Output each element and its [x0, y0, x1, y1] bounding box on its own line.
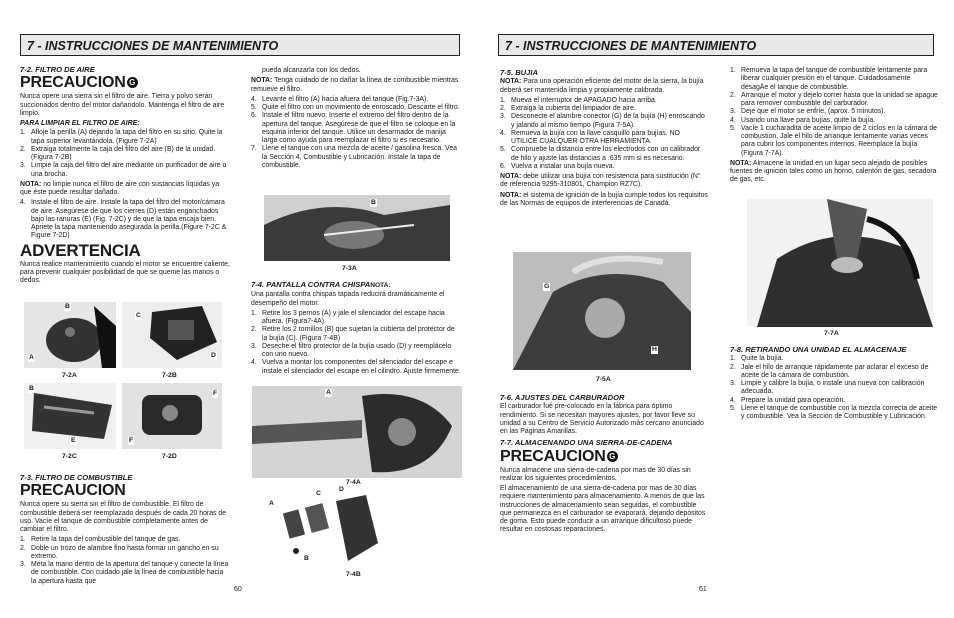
fuel-tank-filter-illustration	[264, 195, 450, 261]
caution-g-icon: G	[607, 451, 618, 462]
figure-7-4b	[266, 491, 386, 567]
right-column-2	[730, 67, 938, 187]
list-item: 6. Instale el filtro nuevo. Inserte el extremo del filtro dentro de la apertura del tanque. Asegúrese de que el filtro se coloque en la esquina inferior del tanque. Utilice un desarmador de manija larga como ayuda para reemplazar el filtro si es necesario.	[251, 112, 456, 144]
left-column-1-lower	[20, 471, 230, 588]
fig-label-d: D	[211, 352, 216, 359]
caption-7-3a: 7-3A	[342, 265, 357, 272]
remove-from-storage-steps	[730, 355, 938, 421]
list-item: 3. Deje que el motor se enfríe, (aprox. 5 minutos).	[730, 108, 886, 116]
figure-7-3a	[264, 195, 450, 261]
spark-plug-note: NOTA: Para una operación eficiente del motor de la sierra, la bujía deberá ser mantenida limpia y propiamente calibrada.	[500, 78, 704, 94]
filter-cover-installed-illustration	[122, 383, 222, 449]
list-item: 2. Doble un trozo de alambre fino hasta formar un gancho en su extremo.	[20, 544, 219, 560]
fig-label-d-7-4b: D	[339, 486, 344, 493]
left-column-2-lower	[251, 278, 461, 378]
fig-label-e: E	[71, 437, 76, 444]
clean-air-filter-subtitle: PARA LIMPIAR EL FILTRO DE AIRE:	[20, 120, 140, 127]
right-column-2-lower	[730, 343, 938, 423]
list-item: 2. Arranque el motor y dejelo correr hasta que la unidad se apague para remover combustible del carburador.	[730, 91, 938, 107]
left-section-header: 7 - INSTRUCCIONES DE MANTENIMIENTO	[20, 34, 460, 56]
oil-into-cylinder-illustration	[747, 199, 933, 327]
page-number-61: 61	[699, 586, 707, 593]
list-item: 2. Retire los 2 tornillos (B) que sujetan la cubierta del protector de la bujía (C). (Figura 7-4B)	[251, 326, 455, 342]
list-item: 4. Instale el filtro de aire. Instale la tapa del filtro del motor/cámara de aire. Asegúrese de que los cierres (D) están enganchados bajo las ranuras (E) (Fig. 7-2C) y de que la tapa encaja bien. Apriete la tapa manteniendo asegurada la perilla.(Figure 7-2C & Figure 7-2D)	[20, 199, 227, 240]
list-item: 1. Retire la tapa del combustible del tanque de gas.	[20, 536, 181, 544]
right-column-1	[500, 66, 708, 210]
figure-7-7a	[747, 199, 933, 327]
list-item: 3. Meta la mano dentro de la apertura del tanque y conecte la línea de combustible. Con cuidado jale la línea de combustible hacia la apertura hasta que	[20, 561, 229, 585]
section-7-2-title: 7-2. FILTRO DE AIRE	[20, 65, 95, 74]
list-item: 5. Vacíe 1 cucharadita de aceite limpio de 2 ciclos en la cámara de combustion. Jale el hilo de arranque lentamente varias veces para cubrir los componentes internos. Reemplace la bujía (Figura 7-7A).	[730, 124, 937, 157]
fig-label-h: H	[652, 346, 657, 353]
figure-7-2a	[24, 302, 116, 368]
advertencia-heading: ADVERTENCIA	[20, 240, 141, 260]
muffler-removal-illustration	[252, 386, 462, 478]
air-filter-cover-illustration	[24, 302, 116, 368]
caption-7-4b: 7-4B	[346, 571, 361, 578]
list-item: 4. Prepare la unidad para operación.	[730, 396, 846, 404]
carburetor-text: El carburador fué pre-colocado en la fábrica para óptimo rendimiento. Si se necesitan mayores ajustes, por favor lleve su unidad a su Centro de Servicio Autorizado más cercano anunciado en las Páginas Amarillas.	[500, 403, 704, 435]
section-7-3-title: 7-3. FILTRO DE COMBUSTIBLE	[20, 473, 133, 482]
list-item: 4. Vuelva a montar los componentes del silenciador del escape e instale el silenciador del escape en el cilindro. Ajuste firmemente.	[251, 359, 461, 375]
list-item: 1. Mueva el interruptor de APAGADO hacia arriba.	[500, 96, 657, 104]
air-filter-intro: Nunca opere una sierra sin el filtro de aire. Tierra y polvo serán succionados dentro del motor dañandolo. Mantenga el filtro de aire limpio.	[20, 93, 225, 117]
section-7-6-title: 7-6. AJUSTES DEL CARBURADOR	[500, 393, 625, 402]
right-page	[477, 0, 954, 618]
precaucion-heading: PRECAUCION G	[20, 75, 230, 91]
section-7-5-title: 7-5. BUJIA	[500, 68, 538, 77]
fig-label-b2: B	[29, 385, 34, 392]
caption-7-4a: 7-4A	[346, 479, 361, 486]
storage-warning-1: Nunca almacene una sierra-de-cadena por mas de 30 días sin realizar los siguientes procedimientos.	[500, 466, 691, 482]
caption-7-2b: 7-2B	[162, 372, 177, 379]
list-item: 1. Retire los 3 pernos (A) y jale el silenciador del escape hacia afuera. (Figura7-4A).	[251, 309, 445, 325]
list-item: 4. Levante el filtro (A) hacia afuera del tanque (Fig.7-3A).	[251, 95, 429, 103]
fig-label-b-7-4b: B	[304, 555, 309, 562]
storage-note: NOTA: Almacene la unidad en un lugar seco alejado de posibles fuentes de ignición tales como un horno, calentón de gas, secadora de gas, etc.	[730, 159, 937, 184]
list-item: 3. Limpie y calibre la bujía, o instale una nueva con calibración adecuada.	[730, 380, 925, 396]
list-item: 3. Limpie la caja del filtro del aire mediante un purificador de aire o una brocha.	[20, 162, 227, 178]
right-section-header: 7 - INSTRUCCIONES DE MANTENIMIENTO	[498, 34, 934, 56]
caption-7-7a: 7-7A	[824, 330, 839, 337]
list-item: 5. Quite el filtro con un movimiento de enroscado. Descarte el filtro.	[251, 104, 460, 111]
list-item: 2. Jale el hilo de arranque rápidamente par aclarar el exceso de aceite de la cámara de combustión.	[730, 363, 929, 379]
section-7-7-title: 7-7. ALMACENANDO UNA SIERRA-DE-CADENA	[500, 438, 673, 448]
list-item: 2. Extraiga la cubierta del limpiador de aire.	[500, 105, 636, 112]
air-filter-steps	[20, 129, 230, 179]
caption-7-2c: 7-2C	[62, 453, 77, 460]
page-number-60: 60	[234, 586, 242, 593]
left-column-1	[20, 63, 230, 287]
fig-label-a-7-4a: A	[326, 389, 331, 396]
fuel-filter-continued: pueda alcanzarla con los dedos.	[262, 67, 361, 74]
air-filter-step-4	[20, 199, 230, 240]
fig-label-f2: F	[129, 437, 134, 444]
fuel-filter-steps	[20, 536, 230, 586]
list-item: 3. Deseche el filtro protector de la bujía usado (D) y reemplácelo con uno nuevo.	[251, 342, 452, 358]
list-item: 5. Compruebe la distancia entre los electrodos con un calibrador de hilo y ajuste las distancias a .635 mm si es necesario.	[500, 146, 701, 162]
list-item: 5. Llene el tanque de combustible con la mezcla correcta de aceite y combustible. Vea la Sección de Combustible y Lubricación.	[730, 404, 938, 420]
storage-steps	[730, 67, 938, 158]
fig-label-a2-7-4b: A	[269, 500, 274, 507]
spark-arrestor-exploded-illustration	[266, 491, 386, 567]
left-column-2	[251, 67, 461, 172]
note-ignition-system: NOTA: el sistema de ignición de la bujía cumple todos los requisitos de las Normas de equipos de interferencias de Canadá.	[500, 191, 708, 207]
spark-screen-intro: Una pantalla contra chispas tapada reducirá dramáticamente el desempeño del motor.	[251, 291, 445, 307]
precaucion-heading-storage: PRECAUCION G	[500, 449, 708, 465]
spark-plug-steps	[500, 97, 708, 171]
list-item: 4. Usando una llave para bujías, quite la bujía.	[730, 116, 876, 124]
figure-7-2d	[122, 383, 222, 449]
list-item: 1. Quite la bujía.	[730, 355, 784, 363]
figure-7-5a	[513, 252, 691, 370]
list-item: 1. Remueva la tapa del tanque de combustible lentamente para liberar cualquier presión en el tanque. Cuidadosamente desagÄe el tanque de combustible.	[730, 67, 928, 91]
fig-label-g: G	[544, 283, 550, 290]
caution-g-icon: G	[127, 77, 138, 88]
fuel-filter-steps-continued	[251, 96, 461, 170]
fig-label-f: F	[213, 390, 218, 397]
fig-label-a: A	[29, 354, 34, 361]
fig-label-c-7-4b: C	[316, 490, 321, 497]
section-7-8-title: 7-8. RETIRANDO UNA UNIDAD EL ALMACENAJE	[730, 345, 907, 354]
caption-7-2d: 7-2D	[162, 453, 177, 460]
figure-7-4a	[252, 386, 462, 478]
caption-7-2a: 7-2A	[62, 372, 77, 379]
caption-7-5a: 7-5A	[596, 376, 611, 383]
note-resistor-plug: NOTA: debe utilizar una bujía con resistencia para sustitución (N° de referencia 9295-310801, Champion RZ7C).	[500, 173, 701, 189]
note-fuel-line: NOTA: Tenga cuidado de no dañar la línea de combustible mientras remueve el filtro.	[251, 77, 459, 93]
list-item: 2. Extraiga totalmente la caja del filtro del aire (B) de la unidad. (Figura 7-2B)	[20, 145, 216, 161]
list-item: 1. Afloje la perilla (A) dejando la tapa del filtro en su sitio. Quite la tapa superior levantándola. (Figure 7-2A)	[20, 129, 223, 145]
fig-label-b: B	[65, 303, 70, 310]
section-7-4-title: 7-4. PANTALLA CONTRA CHISPANOTA:	[251, 280, 391, 289]
list-item: 6. Vuelva a instalar una bujía nueva.	[500, 162, 615, 170]
fig-label-b-7-3a: B	[371, 199, 376, 206]
list-item: 7. Llene el tanque con una mezcla de aceite / gasolina fresca. Vea la Sección 4, Combustible y Lubricación. Instale la tapa de combustible.	[251, 145, 457, 169]
list-item: 4. Remueva la bujía con la llave casquillo para bujías. NO UTILICE CUALQUER OTRA HERRAMIENTA.	[500, 129, 680, 145]
storage-warning-2: El almacenamiento de una sierra-de-cadena por mas de 30 días requiere mantenimiento para almacenamiento. A menos de que las instrucciones de almacenamiento sean seguidas, el combustible que permanezca en el carburador se evaporará, dejando depósitos de goma. Esto puede conducir a un arranque dificultoso puede resultar en costosas reparaciones.	[500, 485, 706, 534]
precaucion-heading-2: PRECAUCION	[20, 482, 126, 500]
note-air-filter: NOTA: no limpie nunca el filtro de aire con sustancias líquidas ya que éste puede resultar dañado.	[20, 180, 220, 196]
spark-screen-steps	[251, 310, 461, 376]
fuel-filter-intro: Nunca opere su sierra sin el filtro de combustible. El filtro de combustible deberá ser reemplazado después de cada 20 horas de uso. Vacíe el tanque de combustible completamente antes de cambiar el filtro.	[20, 501, 227, 533]
fig-label-c: C	[136, 312, 141, 319]
spark-plug-removal-illustration	[513, 252, 691, 370]
list-item: 3. Desconecte el alambre conector (G) de la bujía (H) enroscando y jalando al mismo tiempo (Figura 7-5A).	[500, 113, 705, 129]
right-column-1-lower	[500, 391, 708, 537]
advertencia-text: Nunca realice mantenimiento cuando el motor se encuentre caliente, para prevenir cualquier posibilidad de que se queme las manos o dedos.	[20, 260, 230, 284]
